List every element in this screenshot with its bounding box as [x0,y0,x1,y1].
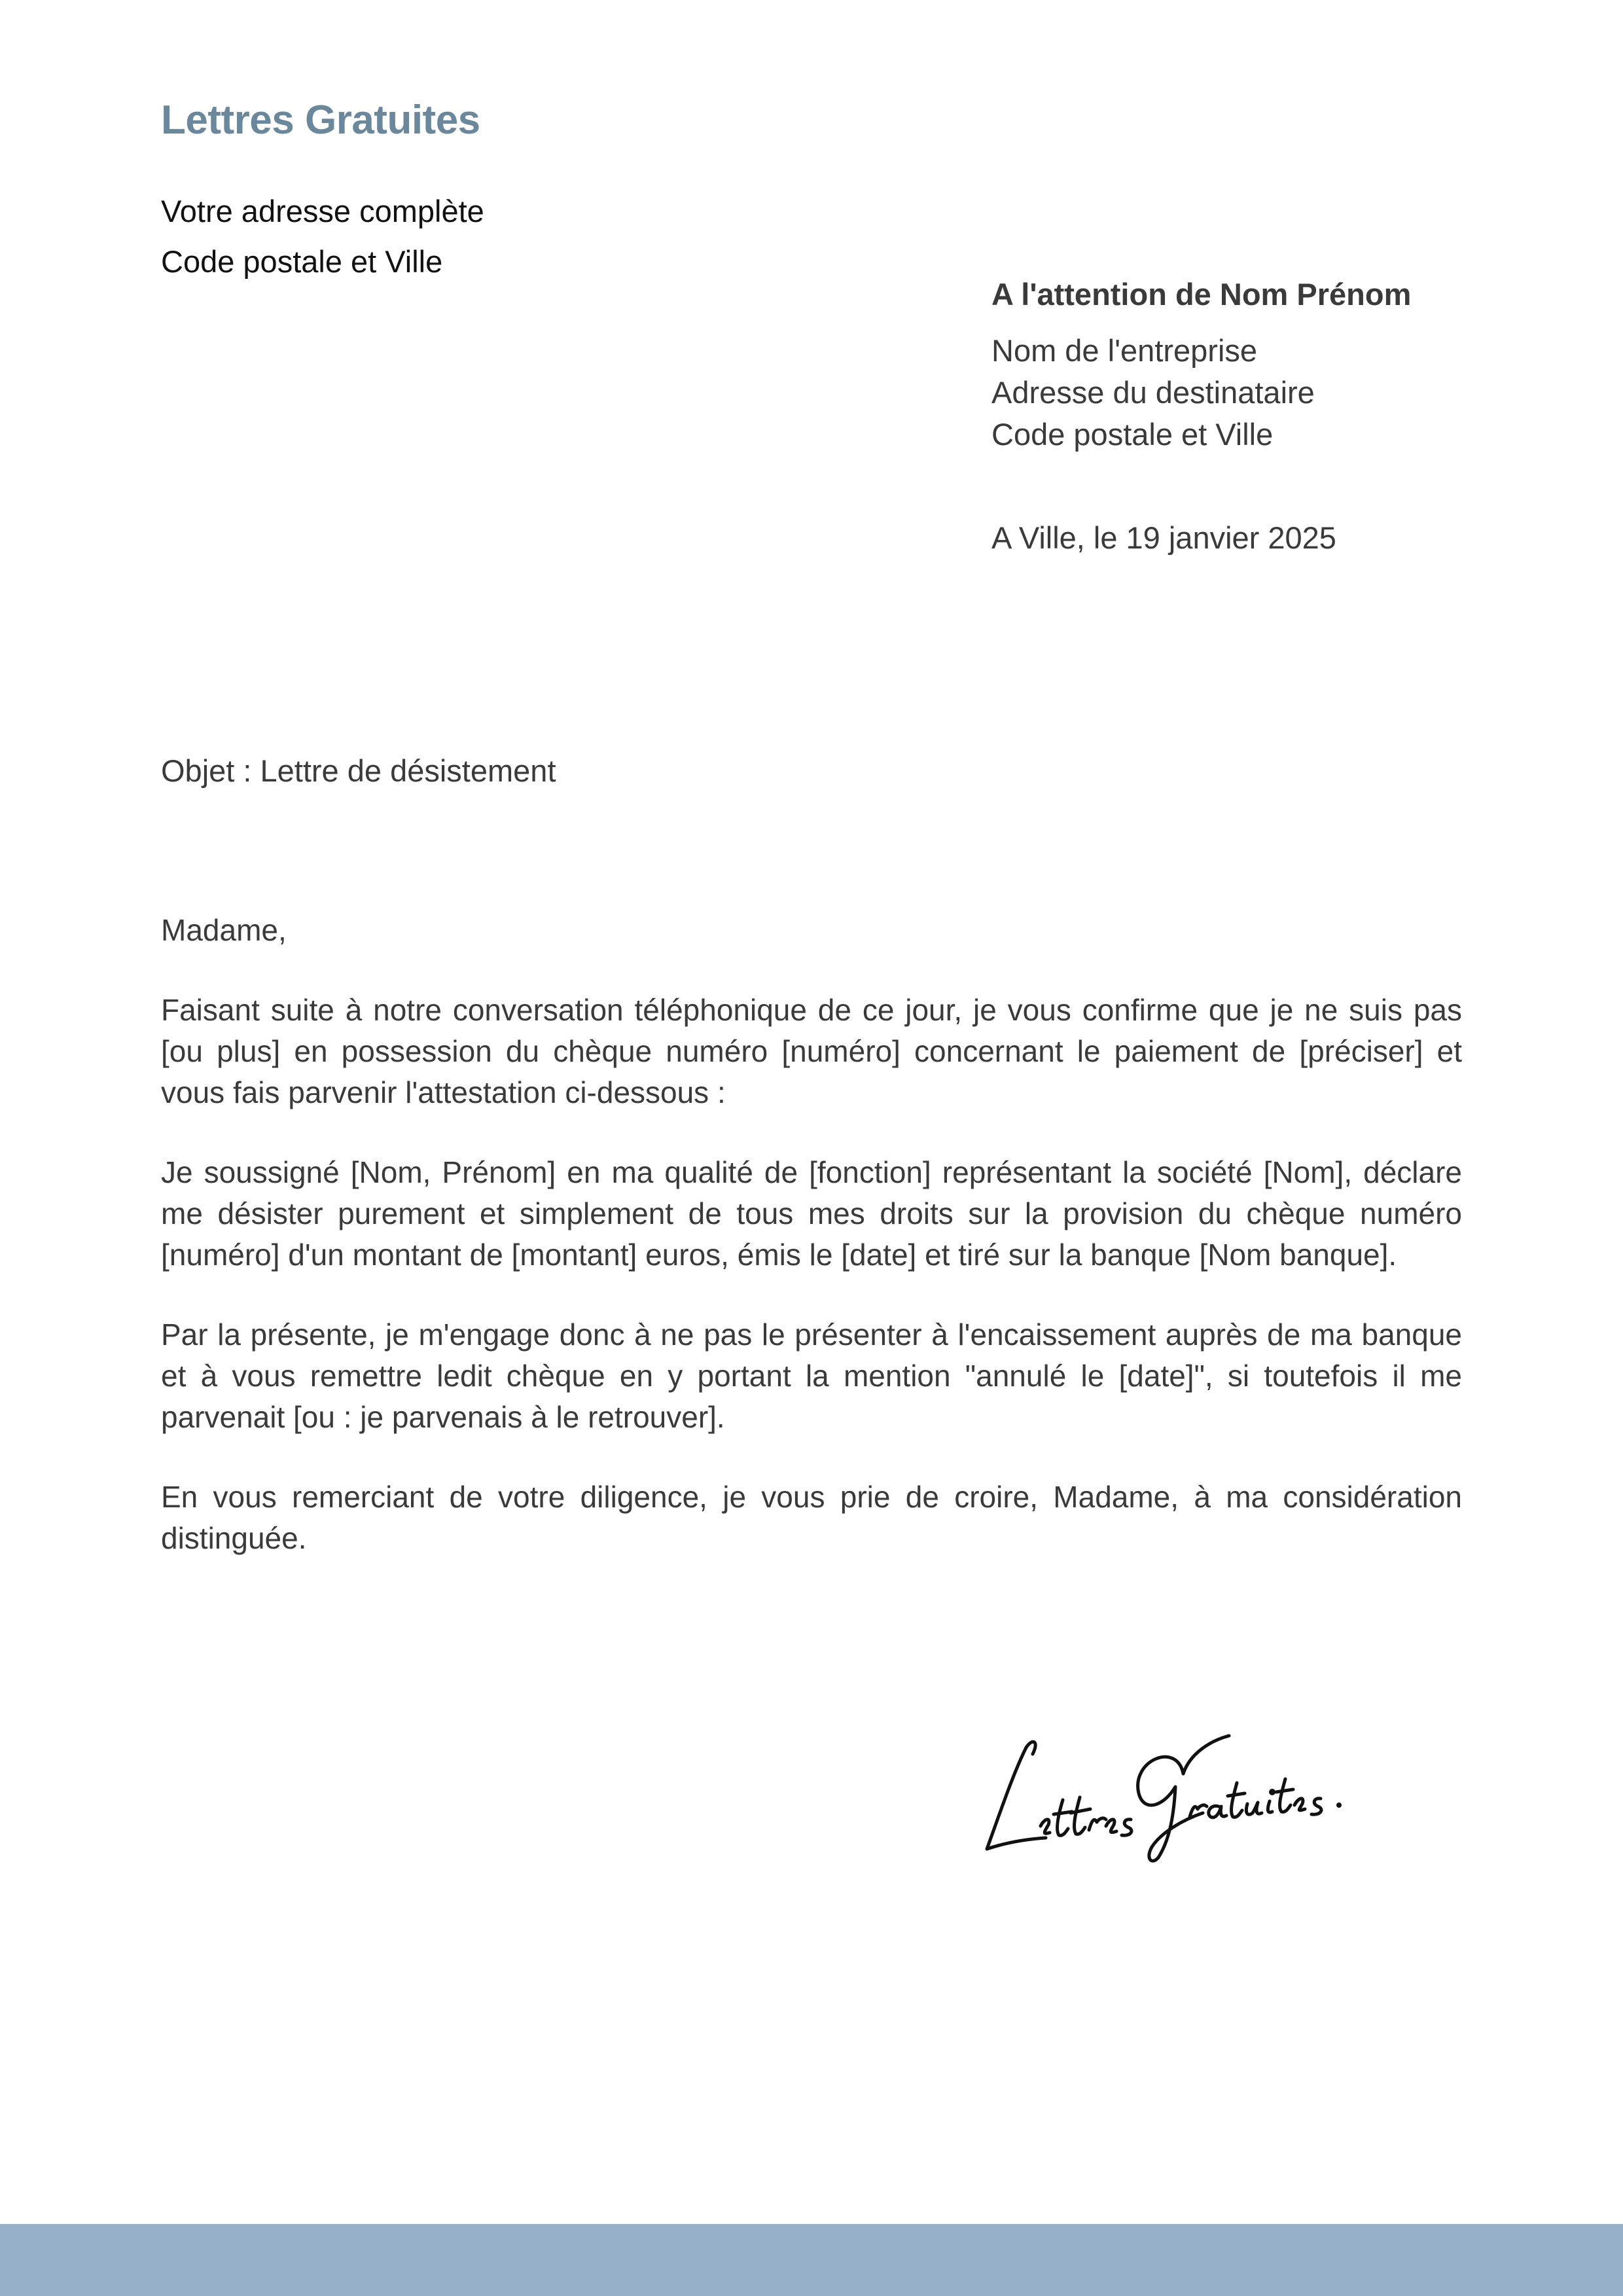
recipient-address: Adresse du destinataire [991,375,1315,410]
sender-city-line: Code postale et Ville [161,244,443,279]
letter-subject: Objet : Lettre de désistement [161,753,556,788]
letter-paragraph-1: Faisant suite à notre conversation téléphonique de ce jour, je vous confirme que je ne suis pas [ou plus] en possession du chèque numéro [numéro] concernant le paiement de [préciser] et vous fais parvenir l'attestation ci-dessous : [161,993,1462,1109]
letter-paragraph-3: Par la présente, je m'engage donc à ne pas le présenter à l'encaissement auprès de ma banque et à vous remettre ledit chèque en y portant la mention "annulé le [date]", si toutefois il me parvenait [ou : je parvenais à le retrouver]. [161,1318,1462,1434]
letter-paragraph-4: En vous remerciant de votre diligence, je vous prie de croire, Madame, à ma considération distinguée. [161,1480,1462,1555]
handwritten-signature [967,1702,1360,1872]
sender-address-block [161,186,484,287]
footer-bar [0,2224,1623,2296]
brand-title: Lettres Gratuites [161,98,480,143]
letter-paragraph-2: Je soussigné [Nom, Prénom] en ma qualité de [fonction] représentant la société [Nom], déclare me désister purement et simplement de tous mes droits sur la provision du chèque numéro [numéro] d'un montant de [montant] euros, émis le [date] et tiré sur la banque [Nom banque]. [161,1155,1462,1272]
sender-address-line: Votre adresse complète [161,194,484,228]
letter-body [161,910,1462,1598]
place-and-date: A Ville, le 19 janvier 2025 [991,520,1336,555]
recipient-company: Nom de l'entreprise [991,333,1258,368]
letter-salutation: Madame, [161,913,287,947]
recipient-attention: A l'attention de Nom Prénom [991,277,1412,312]
recipient-city: Code postale et Ville [991,417,1274,452]
recipient-block [991,272,1411,456]
